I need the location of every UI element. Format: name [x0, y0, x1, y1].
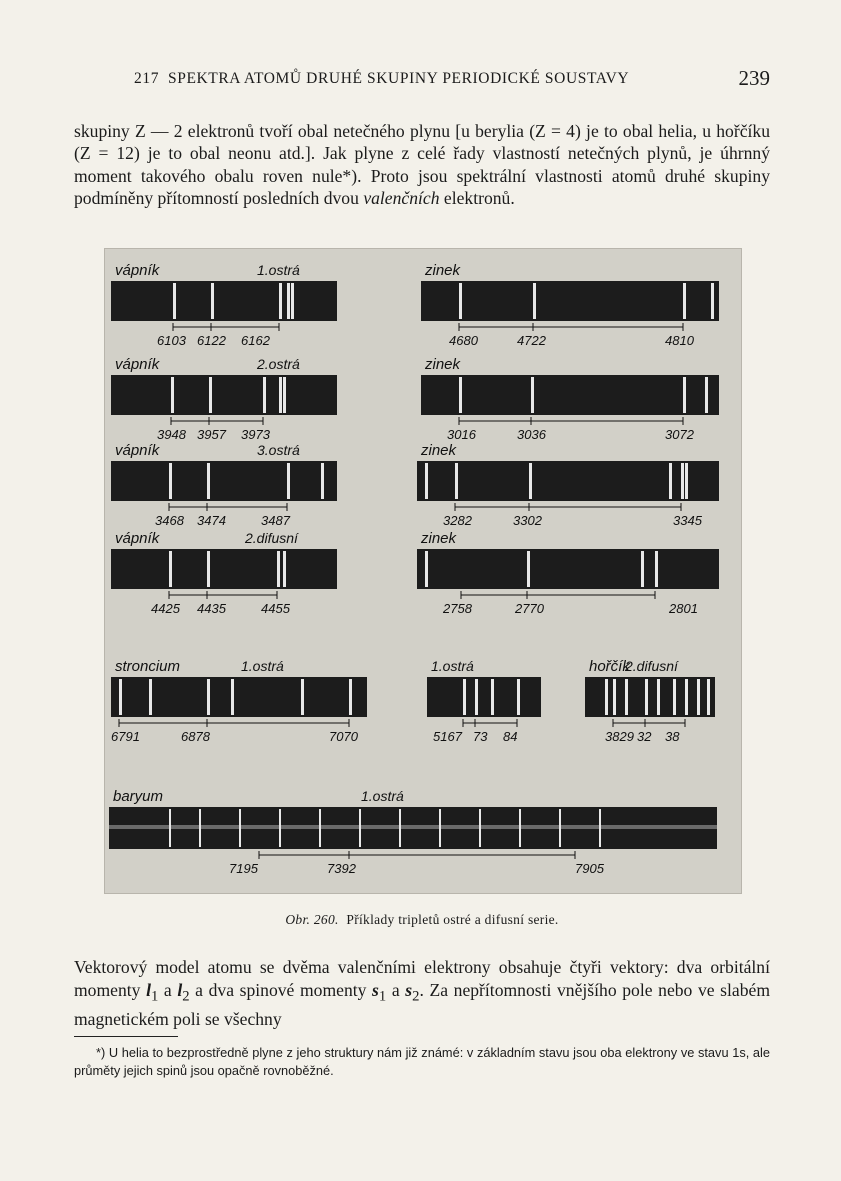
- panel-element-label: vápník: [115, 356, 160, 373]
- body-and-2: a: [386, 979, 406, 1000]
- panel-element-label: zinek: [421, 530, 457, 547]
- emission-line: [673, 679, 676, 715]
- emission-line: [707, 679, 710, 715]
- wavelength-label: 4680: [449, 333, 478, 348]
- panel-element-label: stroncium: [115, 658, 181, 675]
- emission-line: [669, 463, 672, 499]
- panel-series-label: 2.difusní: [625, 658, 678, 674]
- wavelength-label: 84: [503, 729, 518, 744]
- wavelength-label: 3829: [605, 729, 634, 744]
- wavelength-label: 3282: [443, 513, 472, 528]
- wavelength-label: 73: [473, 729, 488, 744]
- wavelength-label: 4455: [261, 601, 290, 616]
- wavelength-label: 3036: [517, 427, 546, 442]
- emission-line: [349, 679, 352, 715]
- wavelength-label: 7070: [329, 729, 358, 744]
- emission-line: [519, 809, 521, 847]
- emission-line: [291, 283, 294, 319]
- emission-line: [625, 679, 628, 715]
- panel-element-label: zinek: [425, 262, 461, 279]
- emission-line: [283, 551, 286, 587]
- panel-series-label: 2.ostrá: [257, 356, 300, 372]
- wavelength-label: 32: [637, 729, 652, 744]
- wavelength-label: 4810: [665, 333, 694, 348]
- wavelength-label: 3016: [447, 427, 476, 442]
- spectrum-strip: [421, 375, 719, 415]
- spectrum-strip: [427, 677, 541, 717]
- emission-line: [207, 551, 210, 587]
- wavelength-label: 3345: [673, 513, 702, 528]
- wavelength-label: 6791: [111, 729, 140, 744]
- emission-line: [207, 679, 210, 715]
- spectrum-strip: [111, 375, 337, 415]
- panel-series-label: 2.difusní: [245, 530, 298, 546]
- emission-line: [211, 283, 214, 319]
- emission-line: [605, 679, 608, 715]
- emission-line: [529, 463, 532, 499]
- wavelength-label: 7195: [229, 861, 258, 876]
- spectrum-strip: [111, 281, 337, 321]
- wavelength-label: 3072: [665, 427, 694, 442]
- emission-line: [263, 377, 266, 413]
- emission-line: [599, 809, 601, 847]
- wavelength-label: 2770: [515, 601, 544, 616]
- emission-line: [681, 463, 684, 499]
- spectrum-strip: [417, 461, 719, 501]
- emission-line: [697, 679, 700, 715]
- wavelength-label: 3487: [261, 513, 290, 528]
- wavelength-label: 38: [665, 729, 680, 744]
- wavelength-label: 3302: [513, 513, 542, 528]
- emission-line: [425, 551, 428, 587]
- emission-line: [231, 679, 234, 715]
- panel-series-label: 3.ostrá: [257, 442, 300, 458]
- spectrum-strip: [421, 281, 719, 321]
- emission-line: [685, 679, 688, 715]
- panel-series-label: 1.ostrá: [257, 262, 300, 278]
- emission-line: [479, 809, 481, 847]
- emission-line: [459, 283, 462, 319]
- emission-line: [655, 551, 658, 587]
- spectrum-strip: [111, 549, 337, 589]
- panel-element-label: zinek: [421, 442, 457, 459]
- emission-line: [279, 377, 282, 413]
- wavelength-label: 2801: [669, 601, 698, 616]
- wavelength-label: 4425: [151, 601, 180, 616]
- wavelength-label: 3957: [197, 427, 226, 442]
- emission-line: [657, 679, 660, 715]
- sub-l1: 1: [150, 988, 159, 1005]
- footnote-rule: [74, 1036, 178, 1037]
- panel-element-label: zinek: [425, 356, 461, 373]
- panel-element-label: vápník: [115, 262, 160, 279]
- wavelength-label: 3474: [197, 513, 226, 528]
- emission-line: [459, 377, 462, 413]
- wavelength-label: 4435: [197, 601, 226, 616]
- panel-element-label: baryum: [113, 788, 164, 805]
- emission-line: [171, 377, 174, 413]
- emission-line: [359, 809, 361, 847]
- wavelength-label: 3973: [241, 427, 270, 442]
- wavelength-label: 4722: [517, 333, 546, 348]
- wavelength-label: 5167: [433, 729, 462, 744]
- emission-line: [705, 377, 708, 413]
- emission-line: [209, 377, 212, 413]
- caption-text: Příklady tripletů ostré a difusní serie.: [346, 912, 559, 927]
- spectra-figure: [104, 248, 742, 894]
- emission-line: [119, 679, 122, 715]
- panel-series-label: 1.ostrá: [361, 788, 404, 804]
- emission-line: [239, 809, 241, 847]
- emission-line: [491, 679, 494, 715]
- symbol-l1: l: [146, 979, 151, 1000]
- emission-line: [277, 551, 280, 587]
- emission-line: [641, 551, 644, 587]
- emission-line: [169, 809, 171, 847]
- wavelength-label: 2758: [443, 601, 472, 616]
- emission-line: [287, 463, 290, 499]
- spectrum-strip: [417, 549, 719, 589]
- emission-line: [279, 809, 281, 847]
- emission-line: [475, 679, 478, 715]
- emission-line: [199, 809, 201, 847]
- wavelength-label: 7392: [327, 861, 356, 876]
- header-title: SPEKTRA ATOMŮ DRUHÉ SKUPINY PERIODICKÉ SOUSTAVY: [168, 70, 630, 87]
- intro-paragraph: [74, 120, 770, 209]
- emission-line: [169, 551, 172, 587]
- symbol-s2: s: [405, 979, 413, 1000]
- symbol-s1: s: [372, 979, 379, 1000]
- spectra-plate: [105, 249, 741, 893]
- emission-line: [439, 809, 441, 847]
- emission-line: [683, 283, 686, 319]
- emission-line: [279, 283, 282, 319]
- spectrum-strip: [585, 677, 715, 717]
- sub-l2: 2: [182, 988, 190, 1005]
- emission-line: [559, 809, 561, 847]
- wavelength-label: 7905: [575, 861, 604, 876]
- body-text-2: a dva spinové momenty: [189, 979, 373, 1000]
- sub-s2: 2: [412, 988, 420, 1005]
- panel-series-label: 1.ostrá: [431, 658, 474, 674]
- body-paragraph: [74, 956, 770, 1031]
- emission-line: [527, 551, 530, 587]
- intro-text-end: elektronů.: [439, 187, 515, 208]
- emission-line: [301, 679, 304, 715]
- panel-element-label: vápník: [115, 442, 160, 459]
- emission-line: [711, 283, 714, 319]
- emission-line: [463, 679, 466, 715]
- emission-line: [321, 463, 324, 499]
- footnote-text: *) U helia to bezprostředně plyne z jeho struktury nám již známé: v základním stavu jsou oba elektrony ve stavu 1s, ale průměty jejich spinů jsou opačně rovnoběžné.: [74, 1045, 770, 1078]
- emission-line: [533, 283, 536, 319]
- wavelength-label: 3468: [155, 513, 184, 528]
- emission-line: [645, 679, 648, 715]
- wavelength-label: 6878: [181, 729, 210, 744]
- emission-line: [613, 679, 616, 715]
- panel-series-label: 1.ostrá: [241, 658, 284, 674]
- body-text-1: Vektorový model atomu se dvěma valenčními elektrony obsahuje čtyři vektory: dva orbitální momenty: [74, 957, 770, 1000]
- emission-line: [517, 679, 520, 715]
- emission-line: [531, 377, 534, 413]
- body-text-3: . Za nepřítomnosti vnějšího pole nebo ve slabém magnetickém poli se všechny: [74, 979, 771, 1030]
- symbol-l2: l: [177, 979, 183, 1000]
- emission-line: [169, 463, 172, 499]
- emission-line: [287, 283, 290, 319]
- page-number: 239: [738, 66, 770, 90]
- figure-caption: [74, 912, 770, 928]
- panel-element-label: vápník: [115, 530, 160, 547]
- figure-number: Obr. 260.: [285, 912, 339, 927]
- sub-s1: 1: [378, 988, 387, 1005]
- wavelength-label: 6162: [241, 333, 270, 348]
- wavelength-label: 3948: [157, 427, 186, 442]
- emission-line: [319, 809, 321, 847]
- emission-line: [283, 377, 286, 413]
- spectrum-strip: [111, 461, 337, 501]
- emission-line: [399, 809, 401, 847]
- body-and-1: a: [158, 979, 178, 1000]
- emission-line: [683, 377, 686, 413]
- wavelength-label: 6122: [197, 333, 226, 348]
- panel-element-label: hořčík: [589, 658, 630, 675]
- emission-line: [149, 679, 152, 715]
- intro-emphasis: valenčních: [363, 187, 440, 208]
- header-left-number: 217: [134, 70, 160, 87]
- footnote: [74, 1044, 770, 1080]
- emission-line: [685, 463, 688, 499]
- intro-text: skupiny Z — 2 elektronů tvoří obal netečného plynu [u berylia (Z = 4) je to obal helia, u hořčíku (Z = 12) je to obal neonu atd.]. Jak plyne z celé řady vlastností netečných plynů, je úhrnný moment takového obalu roven nule*). Proto jsou spektrální vlastnosti atomů druhé skupiny podmíněny přítomností posledních dvou: [74, 121, 770, 208]
- emission-line: [207, 463, 210, 499]
- emission-line: [173, 283, 176, 319]
- emission-line: [425, 463, 428, 499]
- emission-line: [455, 463, 458, 499]
- wavelength-label: 6103: [157, 333, 186, 348]
